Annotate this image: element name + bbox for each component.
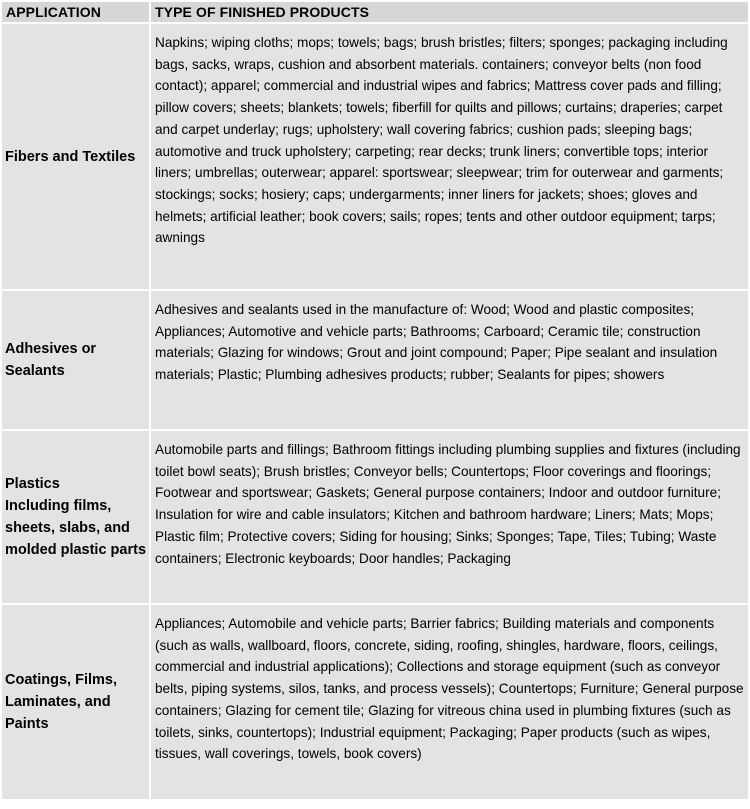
table-row <box>2 605 748 799</box>
application-line: Sealants <box>5 363 65 379</box>
application-line: Laminates, and <box>5 694 111 710</box>
application-line: Fibers and Textiles <box>5 148 136 165</box>
header-application: APPLICATION <box>2 2 149 22</box>
table-row <box>2 291 748 429</box>
application-cell <box>2 605 149 799</box>
table-header-row <box>2 2 748 22</box>
products-cell: Adhesives and sealants used in the manufacture of: Wood; Wood and plastic composites; Appliances; Automotive and vehicle parts; Bathrooms; Carboard; Ceramic tile; construction materials; Glazing for windows; Grout and joint compound; Paper; Pipe sealant and insulation materials; Plastic; Plumbing adhesives products; rubber; Sealants for pipes; showers <box>151 291 748 429</box>
application-line: Coatings, Films, <box>5 672 117 688</box>
products-cell: Napkins; wiping cloths; mops; towels; bags; brush bristles; filters; sponges; packaging including bags, sacks, wraps, cushion and absorbent materials. containers; conveyor belts (non food contact); apparel; commercial and industrial wipes and fabrics; Mattress cover pads and filling; pillow covers; sheets; blankets; towels; fiberfill for quilts and pillows; curtains; draperies; carpet and carpet underlay; rugs; upholstery; wall covering fabrics; cushion pads; sleeping bags; automotive and truck upholstery; carpeting; rear decks; trunk liners; convertible tops; interior liners; umbrellas; outerwear; apparel: sportswear; sleepwear; trim for outerwear and garments; stockings; socks; hosiery; caps; undergarments; inner liners for jackets; shoes; gloves and helmets; artificial leather; book covers; sails; ropes; tents and other outdoor equipment; tarps; awnings <box>151 24 748 289</box>
application-cell <box>2 431 149 603</box>
products-cell: Appliances; Automobile and vehicle parts; Barrier fabrics; Building materials and components (such as walls, wallboard, floors, concrete, siding, roofing, shingles, hardware, floors, ceilings, commercial and industrial applications); Collections and storage equipment (such as conveyor belts, piping systems, silos, tanks, and process vessels); Countertops; Furniture; General purpose containers; Glazing for cement tile; Glazing for vitreous china used in plumbing fixtures (such as toilets, sinks, countertops); Industrial equipment; Packaging; Paper products (such as wipes, tissues, wall coverings, towels, book covers) <box>151 605 748 799</box>
application-line: molded plastic parts <box>5 542 147 558</box>
application-line: Plastics <box>5 476 60 492</box>
application-line: Including films, <box>5 498 112 514</box>
header-products: TYPE OF FINISHED PRODUCTS <box>151 2 748 22</box>
products-cell: Automobile parts and fillings; Bathroom fittings including plumbing supplies and fixtures (including toilet bowl seats); Brush bristles; Conveyor bells; Countertops; Floor coverings and floorings; Footwear and sportswear; Gaskets; General purpose containers; Indoor and outdoor furniture; Insulation for wire and cable insulators; Kitchen and bathroom hardware; Liners; Mats; Mops; Plastic film; Protective covers; Siding for housing; Sinks; Sponges; Tape, Tiles; Tubing; Waste containers; Electronic keyboards; Door handles; Packaging <box>151 431 748 603</box>
application-cell <box>2 24 149 289</box>
application-cell <box>2 291 149 429</box>
application-line: Adhesives or <box>5 341 97 357</box>
table-row <box>2 24 748 289</box>
table-row <box>2 431 748 603</box>
application-line: sheets, slabs, and <box>5 520 130 536</box>
application-line: Paints <box>5 716 49 732</box>
